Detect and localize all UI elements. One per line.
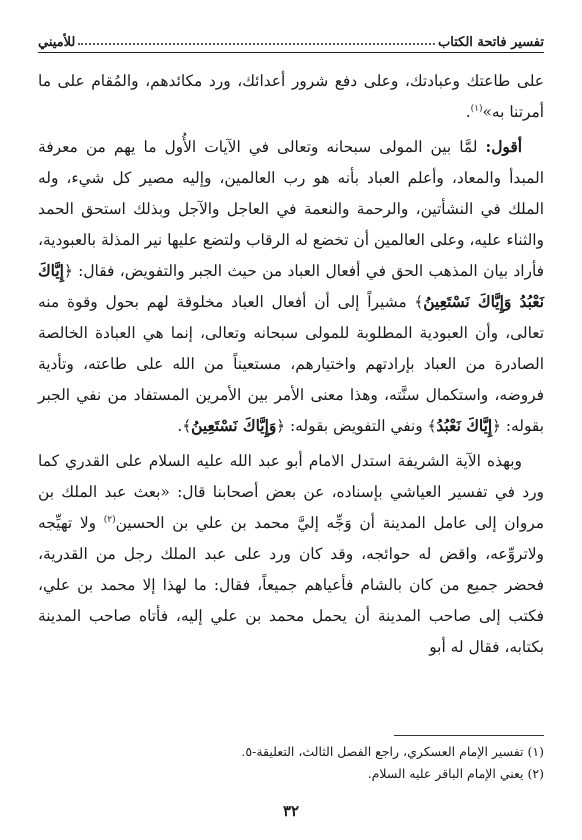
- running-header: [38, 20, 544, 50]
- paragraph-2: [38, 132, 544, 442]
- paragraph-1: [38, 66, 544, 128]
- paragraph-3: [38, 446, 544, 663]
- footnote-rule: [394, 735, 544, 736]
- footnote-2: (٢) يعني الإمام الباقر عليه السلام.: [367, 766, 544, 781]
- paragraph-1-end: .: [465, 103, 471, 121]
- page-number: ٣٢: [282, 802, 300, 820]
- paragraph-3-text-b: ولا تهيِّجه ولاتروِّعه، واقض له حوائجه، وقد كان ورد على عبد الملك رجل من القدرية، فحضر جميع من كان بالشام فأعياهم جميعاً، فقال: ما لهذا إلا محمد بن علي، فكتب إلى صاحب المدينة أن يحمل محمد بن علي إليه، فأتاه صاحب المدينة بكتابه، فقال له أبو: [38, 514, 544, 656]
- quran-bracket-open: ﴿: [63, 262, 73, 280]
- quran-bracket-close: ﴾: [427, 417, 437, 435]
- quran-verse-2: إِيَّاكَ نَعْبُدُ: [436, 417, 493, 435]
- footnote-ref-1[interactable]: (١): [470, 103, 483, 114]
- paragraph-2-text-a: لمَّا بين المولى سبحانه وتعالى في الآيات الأُول ما يهم من معرفة المبدأ والمعاد، وأعلم العباد بأنه هو رب العالمين، وإليه مصير كل شيء، وله الملك في النشأتين، والرحمة والنعمة في العاجل والآجل وبذلك استحق الحمد والثناء عليه، وعلى العالمين أن تخضع له الرقاب ولتضع عليها نير المذلة بالعبودية، فأراد بيان المذهب الحق في أفعال العباد من حيث الجبر والتفويض، فقال:: [38, 138, 544, 280]
- footnote-1: (١) تفسير الإمام العسكري، راجع الفصل الثالث، التعليقة-٥.: [241, 744, 544, 759]
- paragraph-2-text-c: ونفي التفويض بقوله:: [285, 417, 428, 435]
- footnote-ref-2[interactable]: (٢): [103, 514, 116, 525]
- quran-bracket-open: ﴿: [276, 417, 286, 435]
- footnotes: [38, 741, 544, 785]
- header-rule: [38, 52, 544, 53]
- main-text: [38, 66, 544, 663]
- book-title: تفسير فاتحة الكتاب: [438, 35, 544, 50]
- quran-bracket-close: ﴾: [414, 293, 424, 311]
- quran-bracket-close: ﴾: [182, 417, 192, 435]
- paragraph-2-end: .: [177, 417, 183, 435]
- paragraph-2-lead: أقول:: [485, 138, 522, 156]
- paragraph-3-text-a: وبهذه الآية الشريفة استدل الامام أبو عبد الله عليه السلام على القدري كما ورد في تفسير العياشي بإسناده، عن بعض أصحابنا قال: «بعث عبد الملك بن مروان إلى عامل المدينة أن وَجِّه إليَّ محمد بن علي بن الحسين: [38, 452, 544, 532]
- author-name: للأميني: [38, 35, 76, 50]
- leader-dots: [78, 43, 435, 45]
- paragraph-2-text-b: مشيراً إلى أن أفعال العباد مخلوقة لهم بحول وقوة منه تعالى، وأن العبودية المطلوبة للمولى سبحانه وتعالى، إنما هي العبادة الخالصة الصادرة من العباد بإرادتهم واختيارهم، مستعيناً من الله على طاعته، وتأدية فروضه، واستكمال سنَّته، وهذا معنى الأمر بين الأمرين المستفاد من نفي الجبر بقوله:: [38, 293, 544, 435]
- quran-verse-3: وَإِيَّاكَ نَسْتَعِينُ: [191, 417, 277, 435]
- quran-bracket-open: ﴿: [492, 417, 501, 435]
- quran-verse-1: إِيَّاكَ نَعْبُدُ وَإِيَّاكَ نَسْتَعِينُ: [38, 262, 544, 311]
- paragraph-1-text: على طاعتك وعبادتك، وعلى دفع شرور أعدائك، ورد مكائدهم، والمُقام على ما أمرتنا به»: [38, 72, 544, 121]
